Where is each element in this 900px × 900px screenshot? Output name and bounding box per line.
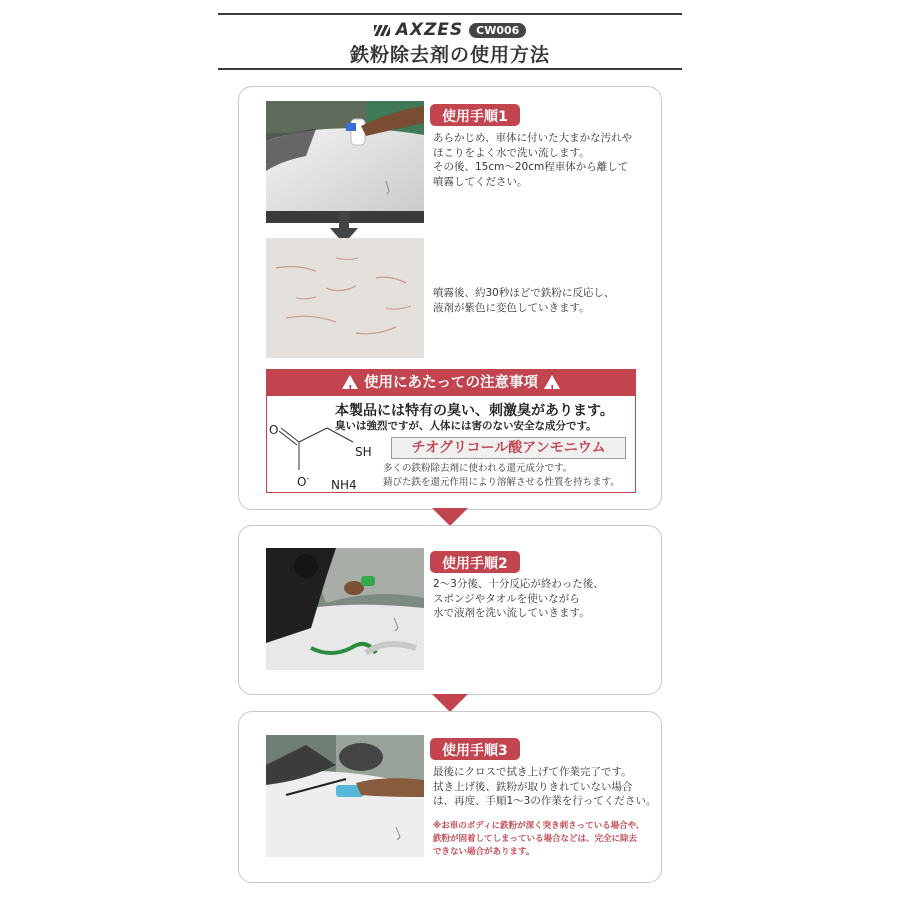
caution-main-text: 本製品には特有の臭い、刺激臭があります。: [335, 403, 614, 419]
compound-name: チオグリコール酸アンモニウム: [391, 437, 626, 459]
step-down-arrow-icon: [432, 694, 468, 712]
brand-stripes-icon: [374, 25, 390, 36]
step1-label: 使用手順1: [430, 104, 520, 126]
caution-heading-text: 使用にあたっての注意事項: [364, 375, 538, 391]
caution-sub-text: 臭いは強烈ですが、人体には害のない安全な成分です。: [335, 420, 597, 432]
step2-label: 使用手順2: [430, 551, 520, 573]
step1-text-b: 噴霧後、約30秒ほどで鉄粉に反応し、 液剤が紫色に変色していきます。: [433, 287, 615, 314]
brand-name: AXZES: [395, 20, 464, 40]
compound-description: 多くの鉄粉除去剤に使われる還元成分です。 錆びた鉄を還元作用により溶解させる性質を持ちます。: [383, 463, 620, 488]
header-top-rule: [218, 13, 682, 15]
warning-icon: [544, 375, 560, 389]
step1-text-a: あらかじめ、車体に付いた大まかな汚れや ほこりをよく水で洗い流します。 その後、15cm〜20cm程車体から離して 噴霧してください。: [433, 132, 633, 188]
chem-o-minus-label: O-: [297, 474, 310, 489]
product-code-badge: CW006: [469, 23, 526, 38]
step3-caution-note: ※お車のボディに鉄粉が深く突き刺さっている場合や、 鉄粉が固着してしまっている場合などは、完全に除去 できない場合があります。: [433, 821, 645, 857]
brand-logo: [0, 20, 900, 40]
step2-text: 2〜3分後、十分反応が終わった後、 スポンジやタオルを使いながら 水で液剤を洗い流していきます。: [433, 578, 604, 619]
chem-sh-label: SH: [355, 445, 372, 459]
step1-reaction-photo: [266, 238, 424, 358]
page-title: 鉄粉除去剤の使用方法: [349, 44, 550, 66]
step3-label: 使用手順3: [430, 738, 520, 760]
step-down-arrow-icon: [432, 508, 468, 526]
step3-text: 最後にクロスで拭き上げて作業完了です。 拭き上げ後、鉄粉が取りきれていない場合 は、再度、手順1〜3の作業を行ってください。: [433, 766, 657, 807]
caution-heading: [267, 370, 635, 396]
warning-icon: [342, 375, 358, 389]
header-bottom-rule: [218, 68, 682, 70]
down-arrow-stem: [339, 212, 349, 228]
chem-nh4-label: NH4: [331, 478, 357, 492]
step1-spray-photo: [266, 101, 424, 223]
chem-o-letter: O: [269, 423, 279, 437]
step3-wipe-photo: [266, 735, 424, 857]
caution-box: [266, 369, 636, 493]
step2-rinse-photo: [266, 548, 424, 670]
